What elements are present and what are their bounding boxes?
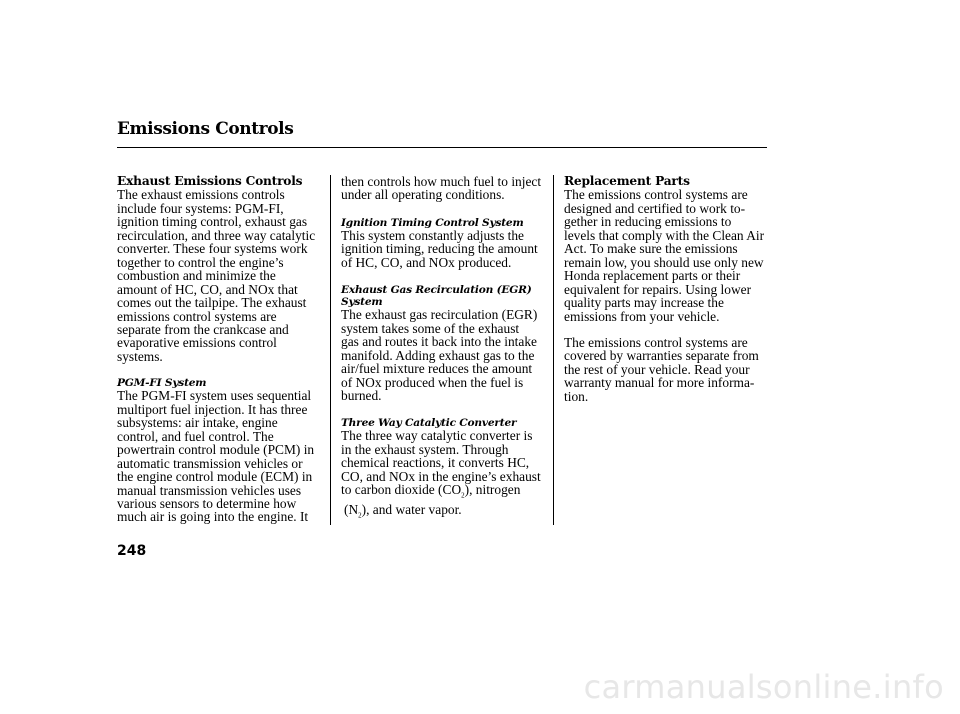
column-exhaust-emissions	[117, 175, 327, 524]
text-line: of NOx produced when the fuel is	[341, 374, 524, 390]
pgmfi-continued-body	[341, 175, 551, 202]
text-line: subsystems: air intake, engine	[117, 415, 278, 431]
text-line: warranty manual for more informa-	[564, 375, 755, 391]
text-line: The exhaust emissions controls	[117, 187, 285, 203]
subscript: 2	[461, 491, 465, 500]
egr-heading-line: Exhaust Gas Recirculation (EGR)	[341, 284, 532, 297]
text-line: system takes some of the exhaust	[341, 320, 520, 336]
text-line: burned.	[341, 387, 382, 403]
column-control-systems	[341, 175, 551, 524]
text-line: gether in reducing emissions to	[564, 214, 732, 230]
text-line: evaporative emissions control	[117, 335, 277, 351]
text-line	[341, 483, 551, 503]
section-heading-replacement-parts: Replacement Parts	[564, 174, 690, 188]
text-line: The emissions control systems are	[564, 187, 748, 203]
text-line: ignition timing control, exhaust gas	[117, 214, 308, 230]
text-line: CO, and NOx in the engine’s exhaust	[341, 468, 541, 484]
text-line: powertrain control module (PCM) in	[117, 442, 315, 458]
text-line: include four systems: PGM-FI,	[117, 200, 284, 216]
text-line: Act. To make sure the emissions	[564, 241, 738, 257]
text-line: of HC, CO, and NOx produced.	[341, 254, 512, 270]
column-divider	[330, 175, 331, 525]
text-line: then controls how much fuel to inject	[341, 174, 542, 189]
warranty-body	[564, 336, 774, 403]
text-line: automatic transmission vehicles or	[117, 455, 303, 471]
text-line: ignition timing, reducing the amount	[341, 241, 538, 257]
text-line: The three way catalytic converter is	[341, 428, 533, 444]
section-heading-exhaust-emissions: Exhaust Emissions Controls	[117, 174, 303, 188]
ignition-timing-body	[341, 229, 551, 269]
subheading-egr-system	[341, 284, 551, 308]
text-line: The exhaust gas recirculation (EGR)	[341, 307, 538, 323]
replacement-parts-body	[564, 188, 774, 323]
catalytic-converter-body	[341, 429, 551, 523]
page-number: 248	[117, 543, 147, 559]
text-line: converter. These four systems work	[117, 241, 308, 257]
exhaust-emissions-body	[117, 188, 327, 363]
subheading-ignition-timing: Ignition Timing Control System	[341, 216, 524, 229]
text-line: chemical reactions, it converts HC,	[341, 455, 530, 471]
text-line: comes out the tailpipe. The exhaust	[117, 295, 307, 311]
text-line: quality parts may increase the	[564, 295, 724, 311]
text-line: gas and routes it back into the intake	[341, 334, 537, 350]
text-line: The PGM-FI system uses sequential	[117, 388, 312, 404]
text-line: multiport fuel injection. It has three	[117, 401, 308, 417]
subheading-catalytic-converter: Three Way Catalytic Converter	[341, 417, 517, 430]
pgmfi-body	[117, 389, 327, 524]
text-line: Honda replacement parts or their	[564, 268, 741, 284]
egr-heading-line: System	[341, 296, 383, 309]
text-line: combustion and minimize the	[117, 268, 276, 284]
text-line: the rest of your vehicle. Read your	[564, 361, 750, 377]
text-line: equivalent for repairs. Using lower	[564, 281, 752, 297]
column-replacement-parts	[564, 175, 774, 403]
text-line: systems.	[117, 348, 163, 364]
page-title: Emissions Controls	[117, 119, 294, 139]
text-line: emissions from your vehicle.	[564, 308, 720, 324]
text-line: recirculation, and three way catalytic	[117, 227, 316, 243]
watermark-text: carmanualsonline.info	[583, 668, 944, 706]
text-line: together to control the engine’s	[117, 254, 284, 270]
text-segment: (N	[344, 502, 359, 518]
text-segment: to carbon dioxide (CO	[341, 482, 462, 498]
text-line: the engine control module (ECM) in	[117, 469, 313, 485]
text-line: amount of HC, CO, and NOx that	[117, 281, 298, 297]
text-line	[341, 503, 551, 523]
text-line: The emissions control systems are	[564, 334, 748, 350]
text-line: separate from the crankcase and	[117, 321, 289, 337]
text-segment: ), and water vapor.	[361, 502, 462, 518]
text-line: designed and certified to work to-	[564, 200, 746, 216]
title-divider	[117, 147, 767, 148]
subheading-pgmfi-system: PGM-FI System	[117, 377, 207, 390]
text-line: This system constantly adjusts the	[341, 227, 524, 243]
text-line: emissions control systems are	[117, 308, 277, 324]
text-line: manual transmission vehicles uses	[117, 482, 302, 498]
text-line: levels that comply with the Clean Air	[564, 227, 765, 243]
text-line: manifold. Adding exhaust gas to the	[341, 347, 535, 363]
text-line: in the exhaust system. Through	[341, 441, 509, 457]
text-line: covered by warranties separate from	[564, 348, 759, 364]
text-line: remain low, you should use only new	[564, 254, 764, 270]
text-line: air/fuel mixture reduces the amount	[341, 361, 533, 377]
text-line: under all operating conditions.	[341, 187, 505, 203]
text-line: control, and fuel control. The	[117, 428, 274, 444]
text-segment: ), nitrogen	[464, 482, 521, 498]
text-line: various sensors to determine how	[117, 495, 297, 511]
subscript: 2	[358, 512, 362, 521]
text-line: much air is going into the engine. It	[117, 509, 309, 525]
column-divider	[553, 175, 554, 525]
text-line: tion.	[564, 388, 589, 404]
egr-body	[341, 308, 551, 402]
